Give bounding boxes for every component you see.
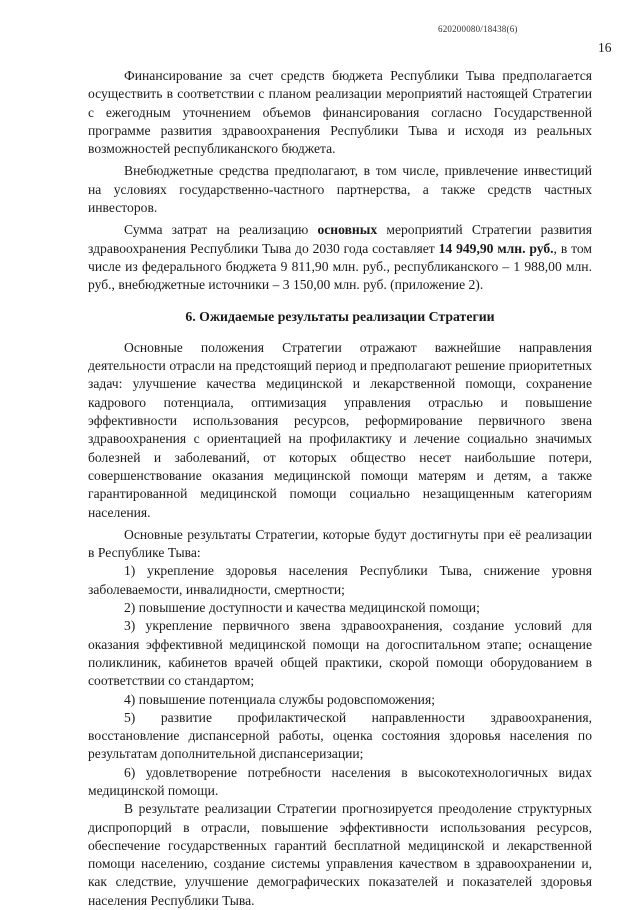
sum-text-1: Сумма затрат на реализацию: [124, 222, 318, 238]
paragraph-sum: [88, 221, 592, 294]
paragraph-conclusion: В результате реализации Стратегии прогнозируется преодоление структурных диспропорций в отрасли, повышение эффективности использования ресурсов, обеспечение государственных гарантий бесплатной медицинской и лекарственной помощи населению, создание системы управления качеством в здравоохранении и, как следствие, улучшение демографических показателей и показателей здоровья населения Республики Тыва.: [88, 801, 592, 908]
list-item: 6) удовлетворение потребности населения в высокотехнологичных видах медицинской помощи.: [88, 764, 592, 798]
paragraph-results-lead: Основные результаты Стратегии, которые будут достигнуты при её реализации в Республике Тыва:: [88, 526, 592, 561]
list-item: 4) повышение потенциала службы родовспоможения;: [124, 691, 435, 707]
list-item: 2) повышение доступности и качества медицинской помощи;: [124, 600, 480, 616]
paragraph-financing: Финансирование за счет средств бюджета Республики Тыва предполагается осуществить в соответствии с планом реализации мероприятий настоящей Стратегии с ежегодным уточнением объемов финансирования согласно Государственной программе развития здравоохранения Республики Тыва и исходя из реальных возможностей республиканского бюджета.: [88, 68, 592, 157]
paragraph-intro: Основные положения Стратегии отражают важнейшие направления деятельности отрасли на предстоящий период и предполагают решение приоритетных задач: улучшение качества медицинской и лекарственной помощи, сохранение кадрового потенциала, оптимизация управления отраслью и повышение эффективности использования ресурсов, реформирование первичного звена здравоохранения с ориентацией на профилактику и лечение социально значимых болезней и заболеваний, от которых общество несет наибольшие потери, совершенствование оказания медицинской помощи матерям и детям, а также гарантированной медицинской помощи социально незащищенным категориям населения.: [88, 339, 592, 520]
sum-bold-main: основных: [317, 222, 378, 238]
list-item: 1) укрепление здоровья населения Республики Тыва, снижение уровня заболеваемости, инвалидности, смертности;: [88, 563, 592, 597]
page-content: [88, 67, 592, 910]
sum-text-2: мероприятий Стратегии развития здравоохранения Республики Тыва до 2030 года составляет: [88, 222, 592, 256]
section-heading: 6. Ожидаемые результаты реализации Стратегии: [185, 308, 495, 324]
list-item: 5) развитие профилактической направленности здравоохранения, восстановление диспансерной работы, оценка состояния здоровья населения по результатам дополнительной диспансеризации;: [88, 709, 592, 762]
sum-text-3: , в том числе из федерального бюджета 9 811,90 млн. руб., республиканского – 1 988,00 млн. руб., внебюджетные источники – 3 150,00 млн. руб. (приложение 2).: [88, 240, 593, 293]
document-code: 620200080/18438(6): [438, 24, 518, 34]
list-item: 3) укрепление первичного звена здравоохранения, создание условий для оказания эффективной медицинской помощи на догоспитальном этапе; оснащение поликлиник, кабинетов врачей общей практики, скорой помощи оборудованием в соответствии со стандартом;: [88, 618, 592, 689]
sum-total-amount: 14 949,90 млн. руб.: [438, 240, 554, 256]
paragraph-extrabudget: Внебюджетные средства предполагают, в том числе, привлечение инвестиций на условиях государственно-частного партнерства, а также средств частных инвесторов.: [88, 163, 592, 216]
page-number: 16: [598, 40, 612, 55]
results-list: [88, 562, 592, 800]
